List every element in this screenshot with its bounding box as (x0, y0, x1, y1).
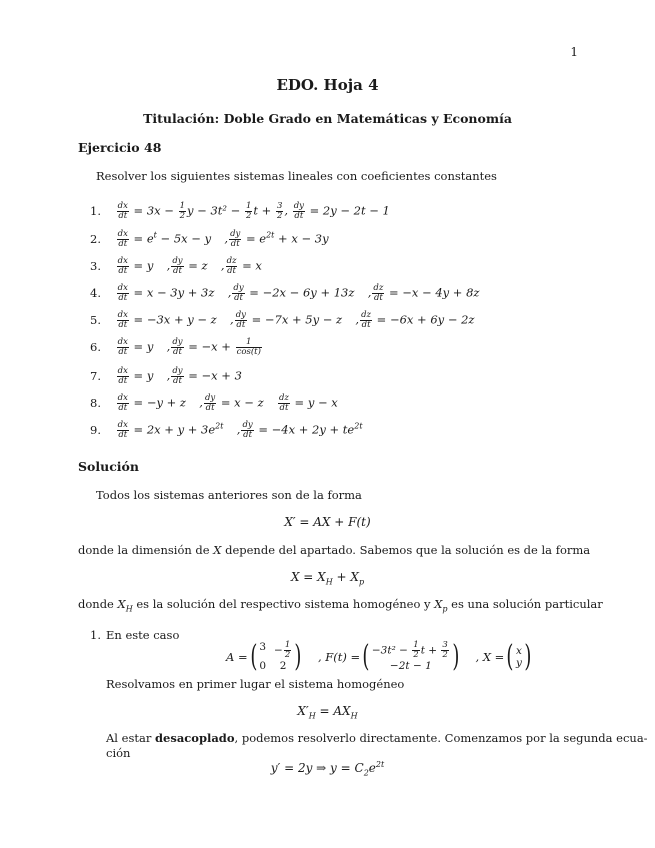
homog-text-b: es la solución del respectivo sistema homogéneo y (132, 597, 435, 611)
dimension-var: X (213, 543, 222, 557)
matrix-x: ( x y ) (506, 638, 532, 674)
homog-text-a: donde (78, 597, 118, 611)
exercise-heading: Ejercicio 48 (78, 140, 162, 155)
problem-5: 5. $\frac{dx}{dt}$ = −3x + y − z , $\frac{dy}{dt}$ = −7x + 5y − z , $\frac{dz}{dt}$ = −6x + 6y − 2z (90, 310, 475, 330)
homog-text-c: es una solución particular (447, 597, 603, 611)
matrix-a-label: A = (226, 649, 248, 664)
equation-final: y′ = 2y ⇒ $y = C_2e^{2t}$ (270, 760, 385, 778)
problem-2: 2. $\frac{dx}{dt}$ = $e^t - 5x - y$ , $\frac{dy}{dt}$ = $e^{2t} + x - 3y$ (90, 229, 329, 249)
homogeneous-paragraph: donde $X_H$ es la solución del respectivo sistema homogéneo y $X_p$ es una solución particular (78, 597, 603, 614)
problem-number: 9. (90, 422, 101, 437)
problem-number: 6. (90, 339, 101, 354)
solution-intro: Todos los sistemas anteriores son de la forma (96, 488, 362, 502)
problem-9: 9. $\frac{dx}{dt}$ = $2x + y + 3e^{2t}$ , $\frac{dy}{dt}$ = $-4x + 2y + te^{2t}$ (90, 420, 363, 440)
matrix-row (226, 638, 534, 674)
matrix-x-label: , X = (475, 649, 505, 664)
equation-general: X′ = AX + F(t) (284, 515, 371, 529)
problem-6: 6. $\frac{dx}{dt}$ = y , $\frac{dy}{dt}$ = −x + $\frac{1}{\cos(t)}$ (90, 337, 261, 357)
document-subtitle: Titulación: Doble Grado en Matemáticas y Economía (143, 111, 512, 126)
decoupled-bold: desacoplado (154, 731, 235, 745)
problem-3: 3. $\frac{dx}{dt}$ = y , $\frac{dy}{dt}$ = z , $\frac{dz}{dt}$ = x (90, 256, 262, 276)
problem-number: 8. (90, 395, 101, 410)
matrix-f-label: , F(t) = (317, 649, 361, 664)
matrix-a: ( 3 − $\frac{1}{2}$ 0 2 ) (249, 638, 302, 674)
matrix-x-entry: y (516, 656, 522, 669)
decoupled-text-b: , podemos resolverlo directamente. Comenzamos por la segunda ecua- (234, 731, 648, 745)
problem-number: 7. (90, 368, 101, 383)
problem-number: 5. (90, 312, 101, 327)
dimension-paragraph (78, 543, 590, 557)
problem-8: 8. $\frac{dx}{dt}$ = −y + z , $\frac{dy}{dt}$ = x − z $\frac{dz}{dt}$ = y − x (90, 393, 338, 413)
problem-number: 1. (90, 203, 101, 218)
problem-1: 1. $\frac{dx}{dt}$ = 3x − $\frac{1}{2}$ y − 3t² − $\frac{1}{2}$ t + $\frac{3}{2}$ , $\frac{dy}{dt}$ = 2y − 2t − 1 (90, 201, 390, 221)
equation-homogeneous: $X'_H = AX_H$ (297, 704, 358, 721)
case-1-label: 1. (90, 628, 101, 642)
problem-number: 4. (90, 285, 101, 300)
case-1-intro: En este caso (106, 628, 180, 642)
solution-heading: Solución (78, 459, 139, 474)
dimension-text-a: donde la dimensión de (78, 543, 214, 557)
step-1-text: Resolvamos en primer lugar el sistema homogéneo (106, 677, 405, 691)
decoupled-text-a: Al estar (106, 731, 155, 745)
exercise-intro: Resolver los siguientes sistemas lineales con coeficientes constantes (96, 169, 497, 183)
matrix-x-entry: x (516, 644, 522, 657)
dimension-text-b: depende del apartado. Sabemos que la solución es de la forma (221, 543, 591, 557)
problem-number: 3. (90, 258, 101, 273)
problem-4: 4. $\frac{dx}{dt}$ = x − 3y + 3z , $\frac{dy}{dt}$ = −2x − 6y + 13z , $\frac{dz}{dt}$ = −x − 4y + 8z (90, 283, 480, 303)
page-number: 1 (570, 45, 578, 59)
decoupled-continuation: ción (106, 746, 131, 760)
matrix-f: ( −3t² − $\frac{1}{2}$ t + $\frac{3}{2}$ −2t − 1 ) (362, 638, 460, 674)
equation-split: $X = X_H + X_p$ (290, 570, 365, 587)
decoupled-paragraph (106, 731, 648, 745)
problem-7: 7. $\frac{dx}{dt}$ = y , $\frac{dy}{dt}$ = −x + 3 (90, 366, 242, 386)
document-title: EDO. Hoja 4 (276, 76, 379, 94)
problem-number: 2. (90, 231, 101, 246)
